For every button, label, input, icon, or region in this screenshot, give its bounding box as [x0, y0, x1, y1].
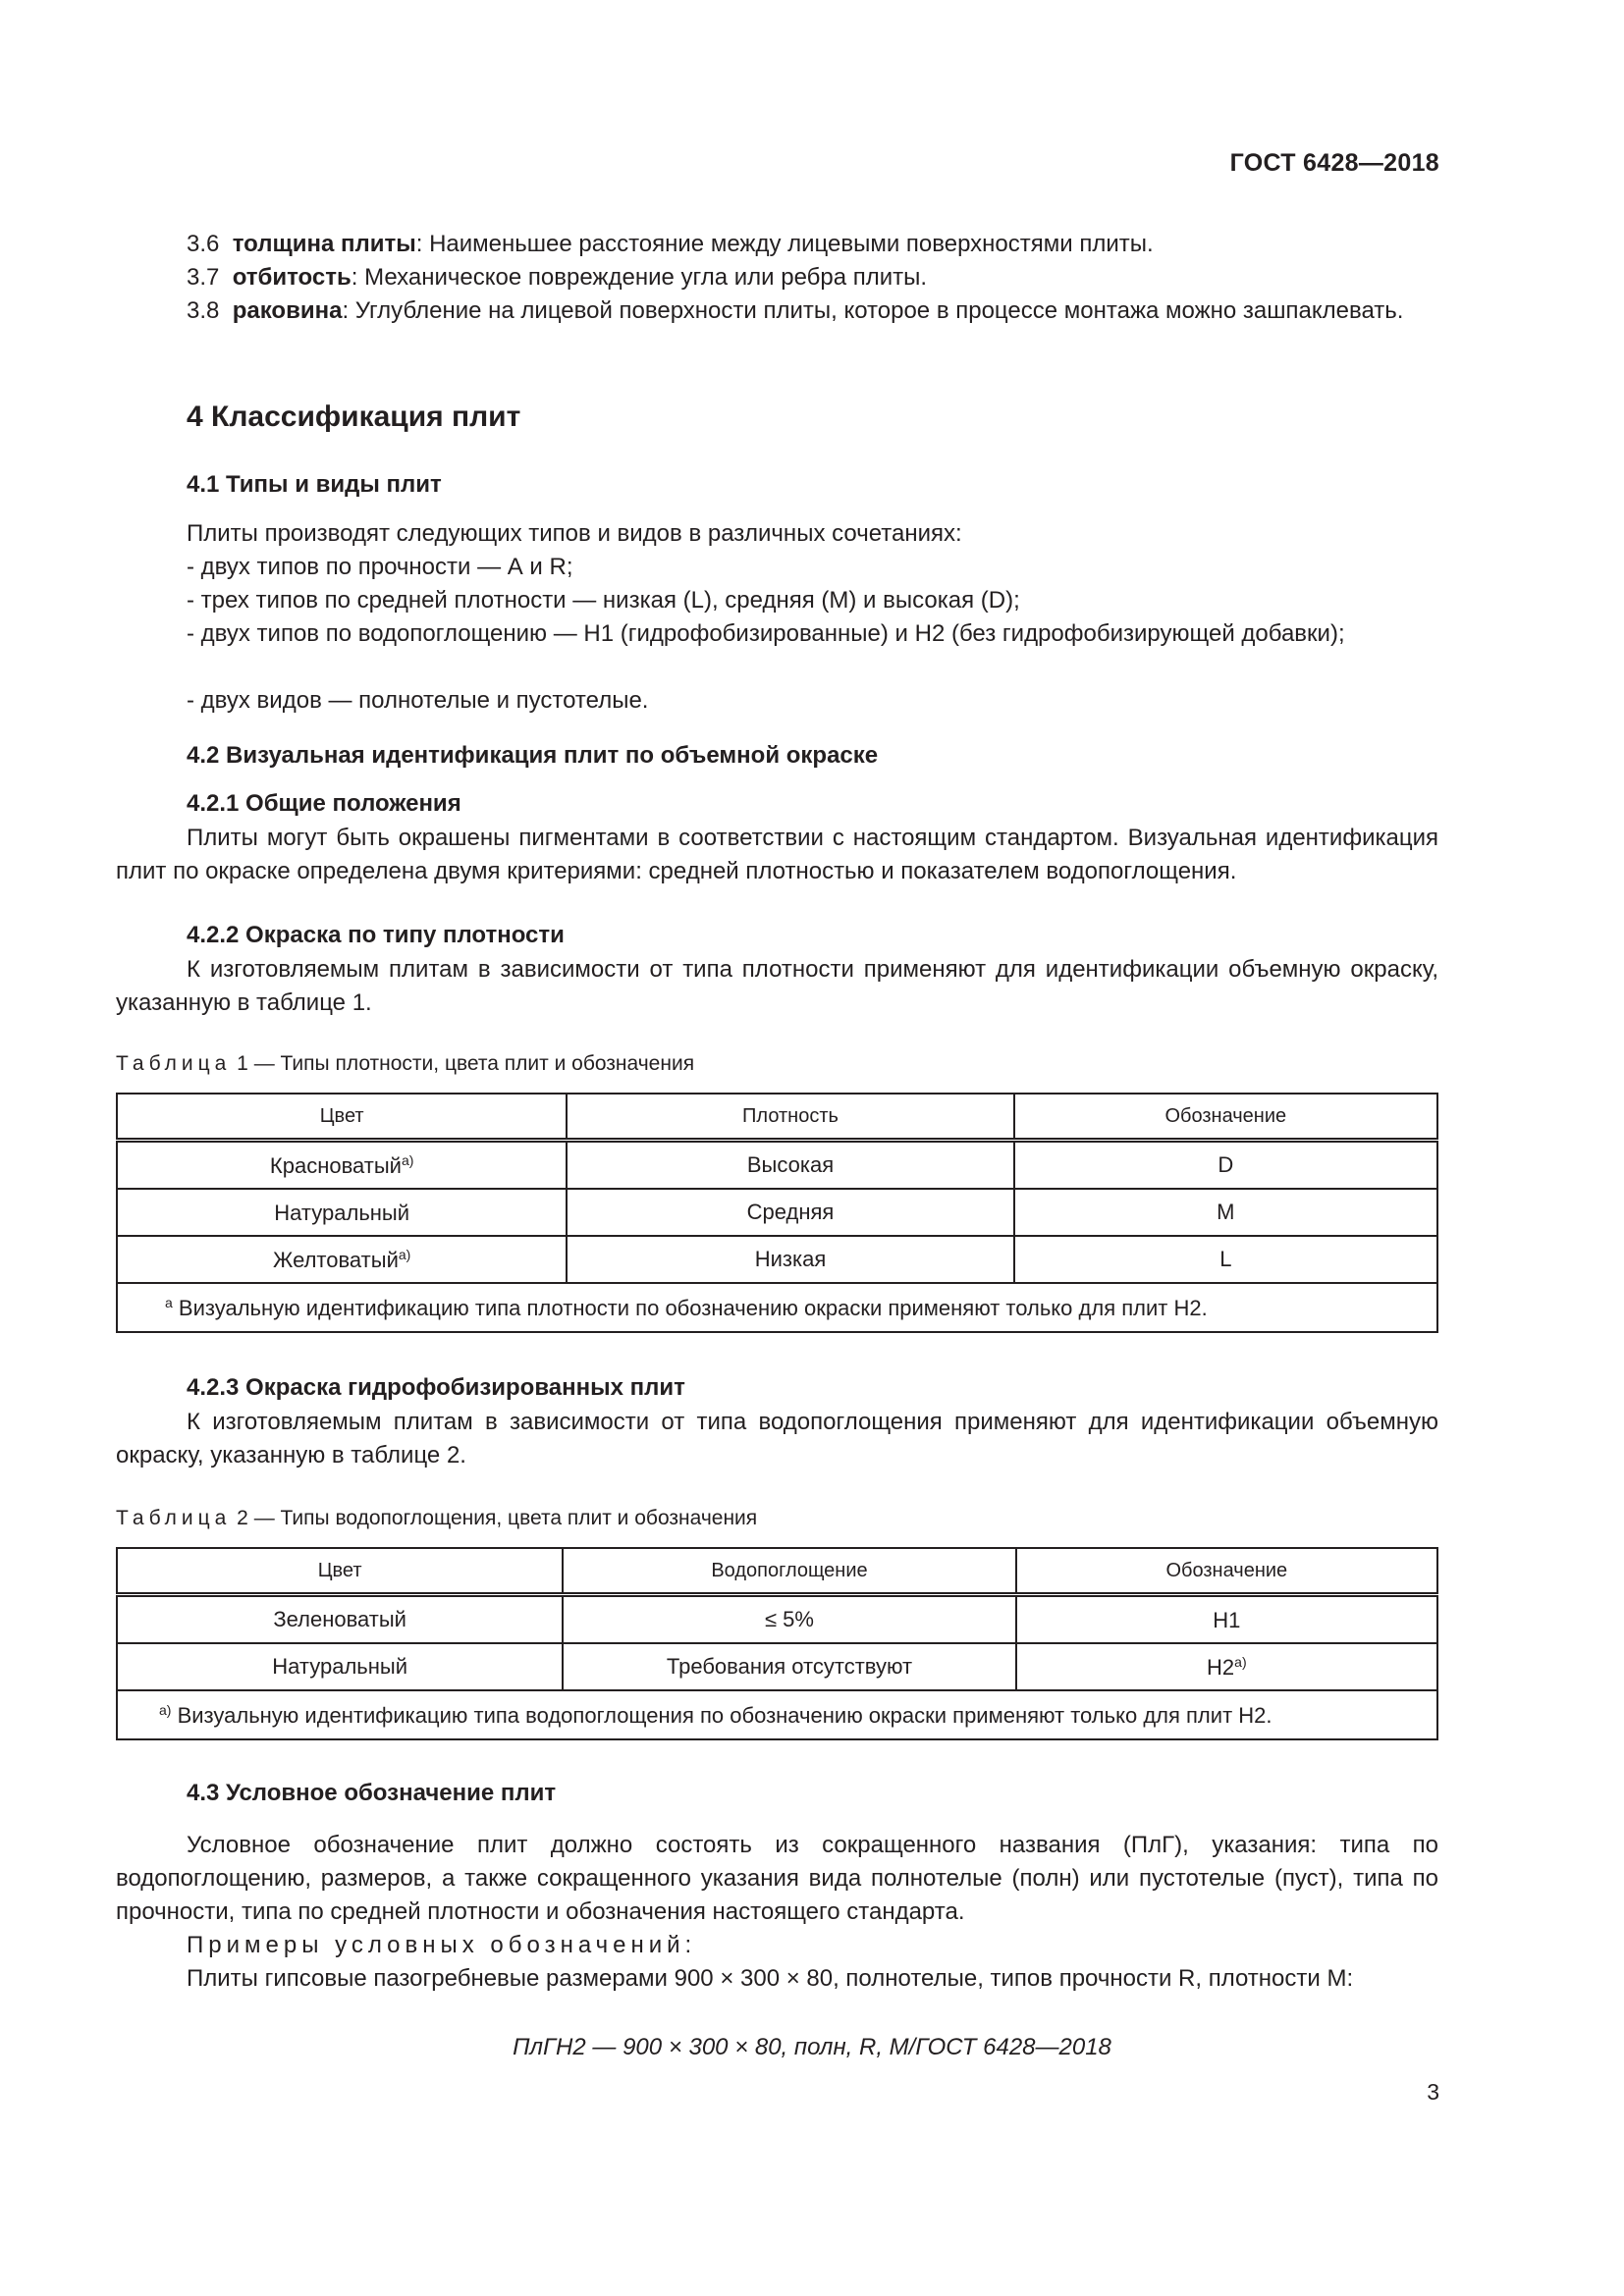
column-header: Обозначение	[1014, 1094, 1437, 1141]
table-row: Желтоватый$^{a)}$ Низкая L	[117, 1236, 1437, 1283]
section-4-1-title: 4.1 Типы и виды плит	[187, 471, 442, 498]
s43-text: Условное обозначение плит должно состоять из сокращенного названия (ПлГ), указания: типа по водопоглощению, размеров, а также сокращенного указания вида полнотелые (полн) или пустотелые (пуст), типа по прочности, типа по средней плотности и обозначения настоящего стандарта.	[116, 1832, 1438, 1925]
table-footnote-row: $^{a)}$ Визуальную идентификацию типа водопоглощения по обозначению окраски применяют только для плит Н2.	[117, 1690, 1437, 1739]
section-4-2-title: 4.2 Визуальная идентификация плит по объемной окраске	[187, 742, 879, 769]
section-4-3-title: 4.3 Условное обозначение плит	[187, 1780, 557, 1806]
table-row: Натуральный Средняя M	[117, 1189, 1437, 1236]
section-4-2-3-title: 4.2.3 Окраска гидрофобизированных плит	[187, 1374, 685, 1401]
term-3-6: 3.6 толщина плиты: Наименьшее расстояние между лицевыми поверхностями плиты.	[187, 231, 1154, 257]
s422-text: К изготовляемым плитам в зависимости от типа плотности применяют для идентификации объемную окраску, указанную в таблице 1.	[116, 956, 1438, 1016]
table-1	[116, 1093, 1438, 1333]
s41-item: - двух типов по прочности — А и R;	[187, 554, 573, 580]
column-header: Цвет	[117, 1548, 563, 1595]
table-2-caption: Таблица 2 — Типы водопоглощения, цвета плит и обозначения	[116, 1507, 758, 1529]
examples-label: Примеры условных обозначений:	[187, 1932, 697, 1958]
column-header: Плотность	[567, 1094, 1013, 1141]
example-description: Плиты гипсовые пазогребневые размерами 900 × 300 × 80, полнотелые, типов прочности R, плотности М:	[187, 1965, 1354, 1992]
column-header: Цвет	[117, 1094, 567, 1141]
term-3-7: 3.7 отбитость: Механическое повреждение угла или ребра плиты.	[187, 264, 928, 291]
section-4-2-2-title: 4.2.2 Окраска по типу плотности	[187, 922, 565, 948]
table-1-caption: Таблица 1 — Типы плотности, цвета плит и обозначения	[116, 1052, 695, 1075]
table-row: Зеленоватый ≤ 5% Н1	[117, 1595, 1437, 1644]
column-header: Водопоглощение	[563, 1548, 1015, 1595]
table-header-row	[117, 1548, 1437, 1595]
table-2	[116, 1547, 1438, 1740]
example-code: ПлГН2 — 900 × 300 × 80, полн, R, М/ГОСТ 6428—2018	[513, 2034, 1111, 2060]
s423-text: К изготовляемым плитам в зависимости от типа водопоглощения применяют для идентификации объемную окраску, указанную в таблице 2.	[116, 1409, 1438, 1468]
s41-item: - двух типов по водопоглощению — Н1 (гидрофобизированные) и Н2 (без гидрофобизирующей добавки);	[187, 620, 1345, 647]
term-name: отбитость	[232, 264, 352, 291]
section-4-title: 4 Классификация плит	[187, 400, 521, 433]
section-4-2-1-title: 4.2.1 Общие положения	[187, 790, 461, 817]
column-header: Обозначение	[1016, 1548, 1437, 1595]
s421-text: Плиты могут быть окрашены пигментами в соответствии с настоящим стандартом. Визуальная идентификация плит по окраске определена двумя критериями: средней плотностью и показателем водопоглощения.	[116, 825, 1438, 884]
table-row: Красноватый$^{a)}$ Высокая D	[117, 1141, 1437, 1190]
page-number: 3	[1427, 2079, 1439, 2105]
term-3-8: 3.8 раковина: Углубление на лицевой поверхности плиты, которое в процессе монтажа можно зашпаклевать.	[187, 297, 1404, 324]
s41-item: - трех типов по средней плотности — низкая (L), средняя (М) и высокая (D);	[187, 587, 1020, 614]
s41-item: - двух видов — полнотелые и пустотелые.	[187, 687, 649, 714]
term-name: раковина	[232, 297, 343, 324]
table-row: Натуральный Требования отсутствуют Н2$^{a)}$	[117, 1643, 1437, 1690]
table-footnote-row: $^a$ Визуальную идентификацию типа плотности по обозначению окраски применяют только для плит Н2.	[117, 1283, 1437, 1332]
standard-header: ГОСТ 6428—2018	[1229, 149, 1439, 177]
term-name: толщина плиты	[232, 231, 416, 257]
table-header-row	[117, 1094, 1437, 1141]
s41-intro: Плиты производят следующих типов и видов в различных сочетаниях:	[187, 520, 962, 547]
